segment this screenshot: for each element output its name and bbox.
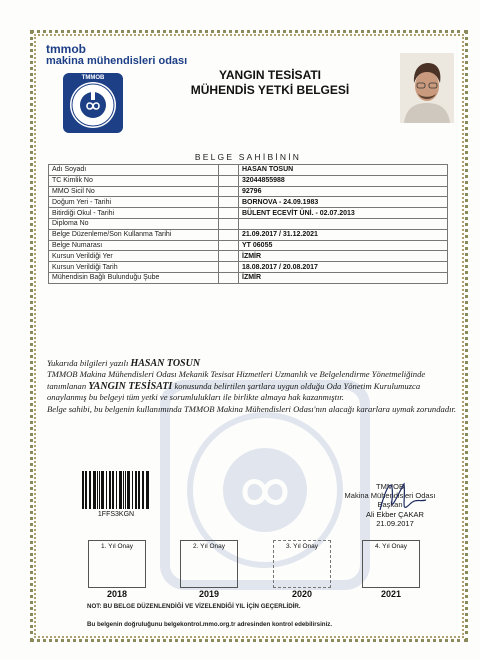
field-label: MMO Sicil No	[49, 186, 219, 197]
approval-year: 2021	[380, 589, 402, 599]
barcode-text: 1FFS3KGN	[97, 511, 135, 518]
section-header: BELGE SAHİBİNİN	[194, 152, 302, 162]
field-label: Adı Soyadı	[49, 165, 219, 176]
mmo-logo-icon	[62, 72, 124, 134]
approval-label: 2. Yıl Onay	[192, 543, 226, 550]
holder-photo	[400, 53, 454, 123]
approval-year: 2018	[106, 589, 128, 599]
field-value: 18.08.2017 / 20.08.2017	[239, 262, 448, 273]
body-paragraph-2: TMMOB Makina Mühendisleri Odası Mekanik Tesisat Hizmetleri Uzmanlık ve Belgelendirme Yönetmeliğinde tanımlanan YANGIN TESİSATI konusunda belirtilen şartlara uygun olduğu Oda Yönetim Kurulumuzca onaylanmış bu belgeyi tüm yetki ve sorumlulukları ile birlikte almaya hak kazanmıştır.	[47, 369, 426, 403]
table-row	[49, 175, 448, 186]
signatory-role: Başkan	[377, 500, 403, 509]
approval-label: 3. Yıl Onay	[285, 543, 319, 550]
field-value: 32044855988	[239, 175, 448, 186]
approval-year: 2019	[198, 589, 220, 599]
signatory-org2: Makina Mühendisleri Odası	[344, 491, 436, 500]
field-value: İZMİR	[239, 272, 448, 283]
org-name-line2: makina mühendisleri odası	[46, 55, 188, 67]
barcode-bars	[82, 471, 150, 509]
table-row	[49, 240, 448, 251]
table-row	[49, 208, 448, 219]
validity-note: NOT: BU BELGE DÜZENLENDİĞİ VE VİZELENDİĞİ YIL İÇİN GEÇERLİDİR.	[87, 603, 301, 610]
holder-info-table	[48, 164, 448, 284]
field-value: 21.09.2017 / 31.12.2021	[239, 229, 448, 240]
field-label: Belge Düzenleme/Son Kullanma Tarihi	[49, 229, 219, 240]
field-label: Kursun Verildiği Yer	[49, 251, 219, 262]
signatory-org1: TMMOB	[376, 482, 404, 491]
approval-label: 1. Yıl Onay	[100, 543, 134, 550]
table-row	[49, 165, 448, 176]
org-name	[46, 43, 187, 67]
field-value: YT 06055	[239, 240, 448, 251]
title-line1: YANGIN TESİSATI	[218, 68, 322, 82]
signatory-name-block	[335, 510, 455, 528]
body-paragraph-3: Belge sahibi, bu belgenin kullanımında TMMOB Makina Mühendisleri Odası'nın alacağı kararlara uymak zorundadır.	[47, 403, 457, 414]
approval-year: 2020	[291, 589, 313, 599]
approval-box-2	[180, 540, 238, 600]
approval-box-4	[362, 540, 420, 600]
logo-text: TMMOB	[81, 75, 105, 81]
field-value: BORNOVA - 24.09.1983	[239, 197, 448, 208]
signatory-date: 21.09.2017	[376, 519, 414, 528]
approval-box-1	[88, 540, 146, 600]
table-row	[49, 251, 448, 262]
field-value: İZMİR	[239, 251, 448, 262]
field-label: Bitirdiği Okul - Tarihi	[49, 208, 219, 219]
certificate-title	[175, 68, 365, 98]
table-row	[49, 197, 448, 208]
org-name-line1: tmmob	[46, 42, 86, 56]
holder-name: HASAN TOSUN	[130, 358, 201, 369]
body-paragraph-1: Yukarıda bilgileri yazılı HASAN TOSUN	[47, 358, 201, 369]
field-label: Kursun Verildiği Tarih	[49, 262, 219, 273]
verification-footer: Bu belgenin doğruluğunu belgekontrol.mmo.org.tr adresinden kontrol edebilirsiniz.	[87, 621, 333, 628]
field-value: 92796	[239, 186, 448, 197]
field-value: HASAN TOSUN	[239, 165, 448, 176]
field-value: BÜLENT ECEVİT ÜNİ. - 02.07.2013	[239, 208, 448, 219]
certificate-body-text	[47, 358, 459, 415]
table-row	[49, 272, 448, 283]
approval-label: 4. Yıl Onay	[374, 543, 408, 550]
table-row	[49, 229, 448, 240]
field-value	[239, 218, 448, 229]
field-label: Diploma No	[49, 218, 219, 229]
field-label: Mühendisin Bağlı Bulunduğu Şube	[49, 272, 219, 283]
title-line2: MÜHENDİS YETKİ BELGESİ	[190, 83, 350, 97]
field-label: TC Kimlik No	[49, 175, 219, 186]
field-label: Doğum Yeri - Tarihi	[49, 197, 219, 208]
approval-box-3	[273, 540, 331, 600]
table-row	[49, 262, 448, 273]
table-row	[49, 218, 448, 229]
table-row	[49, 186, 448, 197]
signatory-name: Ali Ekber ÇAKAR	[366, 510, 424, 519]
field-label: Belge Numarası	[49, 240, 219, 251]
barcode	[82, 471, 150, 519]
certificate-field: YANGIN TESİSATI	[88, 380, 173, 392]
